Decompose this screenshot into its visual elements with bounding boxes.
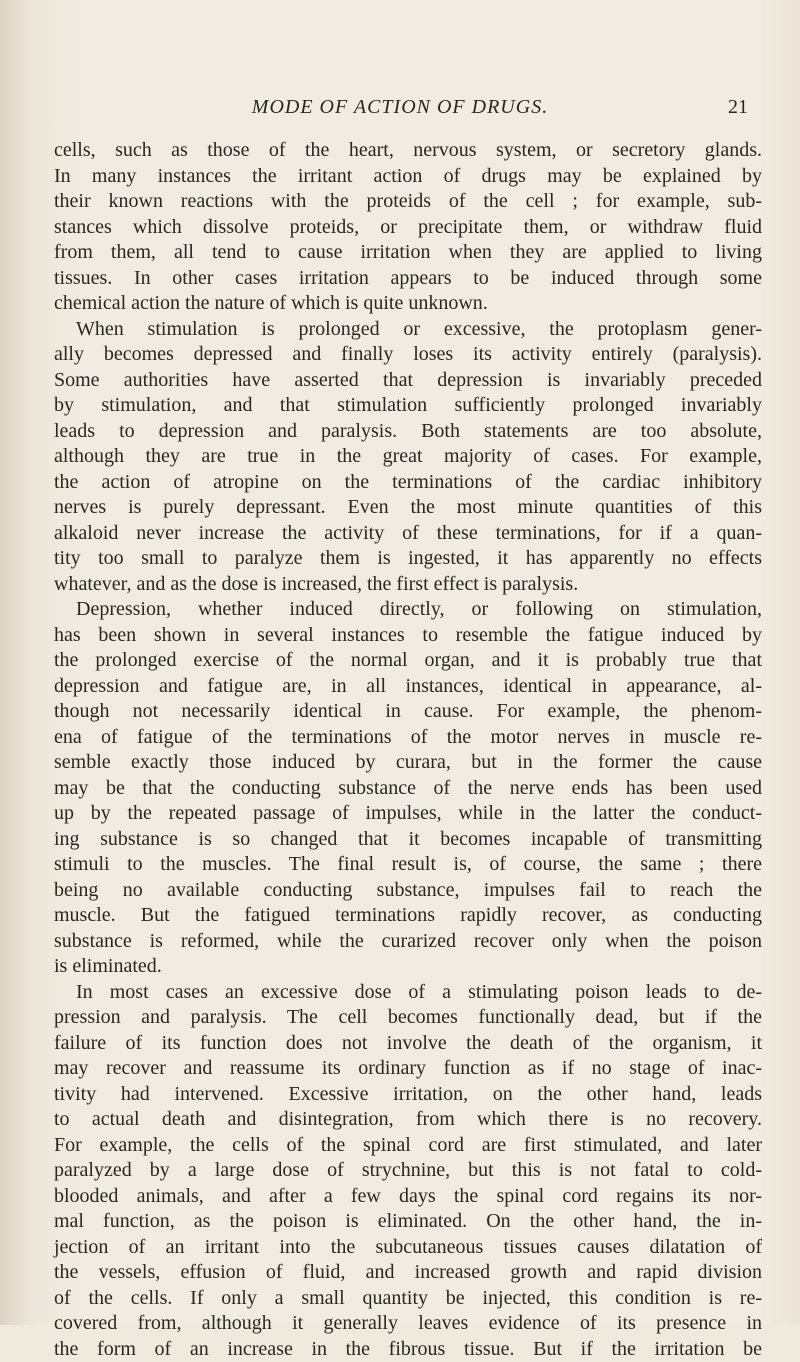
text-line: depression and fatigue are, in all instances, identical in appearance, al- — [54, 674, 762, 700]
text-line: failure of its function does not involve the death of the organism, it — [54, 1031, 762, 1057]
text-line: tivity had intervened. Excessive irritation, on the other hand, leads — [54, 1082, 762, 1108]
text-line: whatever, and as the dose is increased, the first effect is paralysis. — [54, 572, 762, 598]
text-line: blooded animals, and after a few days the spinal cord regains its nor- — [54, 1184, 762, 1210]
text-line: semble exactly those induced by curara, but in the former the cause — [54, 750, 762, 776]
text-line: by stimulation, and that stimulation sufficiently prolonged invariably — [54, 393, 762, 419]
text-line: jection of an irritant into the subcutaneous tissues causes dilatation of — [54, 1235, 762, 1261]
text-line: paralyzed by a large dose of strychnine, but this is not fatal to cold- — [54, 1158, 762, 1184]
text-line: may be that the conducting substance of the nerve ends has been used — [54, 776, 762, 802]
text-line: muscle. But the fatigued terminations rapidly recover, as conducting — [54, 903, 762, 929]
text-line: leads to depression and paralysis. Both statements are too absolute, — [54, 419, 762, 445]
text-line: chemical action the nature of which is quite unknown. — [54, 291, 762, 317]
text-line: the action of atropine on the terminations of the cardiac inhibitory — [54, 470, 762, 496]
text-line: stances which dissolve proteids, or precipitate them, or withdraw fluid — [54, 215, 762, 241]
text-line: up by the repeated passage of impulses, while in the latter the conduct- — [54, 801, 762, 827]
text-line: substance is reformed, while the curarized recover only when the poison — [54, 929, 762, 955]
text-line: ing substance is so changed that it becomes incapable of transmitting — [54, 827, 762, 853]
text-line: of the cells. If only a small quantity be injected, this condition is re- — [54, 1286, 762, 1312]
text-line: ally becomes depressed and finally loses its activity entirely (paralysis). — [54, 342, 762, 368]
page-header — [0, 96, 800, 126]
text-line: alkaloid never increase the activity of these terminations, for if a quan- — [54, 521, 762, 547]
text-line: stimuli to the muscles. The final result is, of course, the same ; there — [54, 852, 762, 878]
text-line: covered from, although it generally leaves evidence of its presence in — [54, 1311, 762, 1337]
text-line: ena of fatigue of the terminations of the motor nerves in muscle re- — [54, 725, 762, 751]
text-line: being no available conducting substance, impulses fail to reach the — [54, 878, 762, 904]
text-line: tissues. In other cases irritation appears to be induced through some — [54, 266, 762, 292]
text-line: is eliminated. — [54, 954, 762, 980]
text-line: When stimulation is prolonged or excessive, the protoplasm gener- — [54, 317, 762, 343]
text-line: the prolonged exercise of the normal organ, and it is probably true that — [54, 648, 762, 674]
text-line: may recover and reassume its ordinary function as if no stage of inac- — [54, 1056, 762, 1082]
page-number: 21 — [728, 96, 748, 119]
text-line: though not necessarily identical in cause. For example, the phenom- — [54, 699, 762, 725]
text-line: their known reactions with the proteids of the cell ; for example, sub- — [54, 189, 762, 215]
text-line: nerves is purely depressant. Even the most minute quantities of this — [54, 495, 762, 521]
text-line: cells, such as those of the heart, nervous system, or secretory glands. — [54, 138, 762, 164]
text-line: although they are true in the great majority of cases. For example, — [54, 444, 762, 470]
text-line: In most cases an excessive dose of a stimulating poison leads to de- — [54, 980, 762, 1006]
body-text — [54, 138, 762, 1362]
text-line: the vessels, effusion of fluid, and increased growth and rapid division — [54, 1260, 762, 1286]
text-line: from them, all tend to cause irritation when they are applied to living — [54, 240, 762, 266]
text-line: the form of an increase in the fibrous tissue. But if the irritation be — [54, 1337, 762, 1362]
running-head: MODE OF ACTION OF DRUGS. — [0, 96, 800, 119]
text-line: to actual death and disintegration, from which there is no recovery. — [54, 1107, 762, 1133]
text-line: For example, the cells of the spinal cord are first stimulated, and later — [54, 1133, 762, 1159]
text-line: pression and paralysis. The cell becomes functionally dead, but if the — [54, 1005, 762, 1031]
text-line: mal function, as the poison is eliminated. On the other hand, the in- — [54, 1209, 762, 1235]
text-line: has been shown in several instances to resemble the fatigue induced by — [54, 623, 762, 649]
text-line: tity too small to paralyze them is ingested, it has apparently no effects — [54, 546, 762, 572]
text-line: Depression, whether induced directly, or following on stimulation, — [54, 597, 762, 623]
text-line: Some authorities have asserted that depression is invariably preceded — [54, 368, 762, 394]
text-line: In many instances the irritant action of drugs may be explained by — [54, 164, 762, 190]
